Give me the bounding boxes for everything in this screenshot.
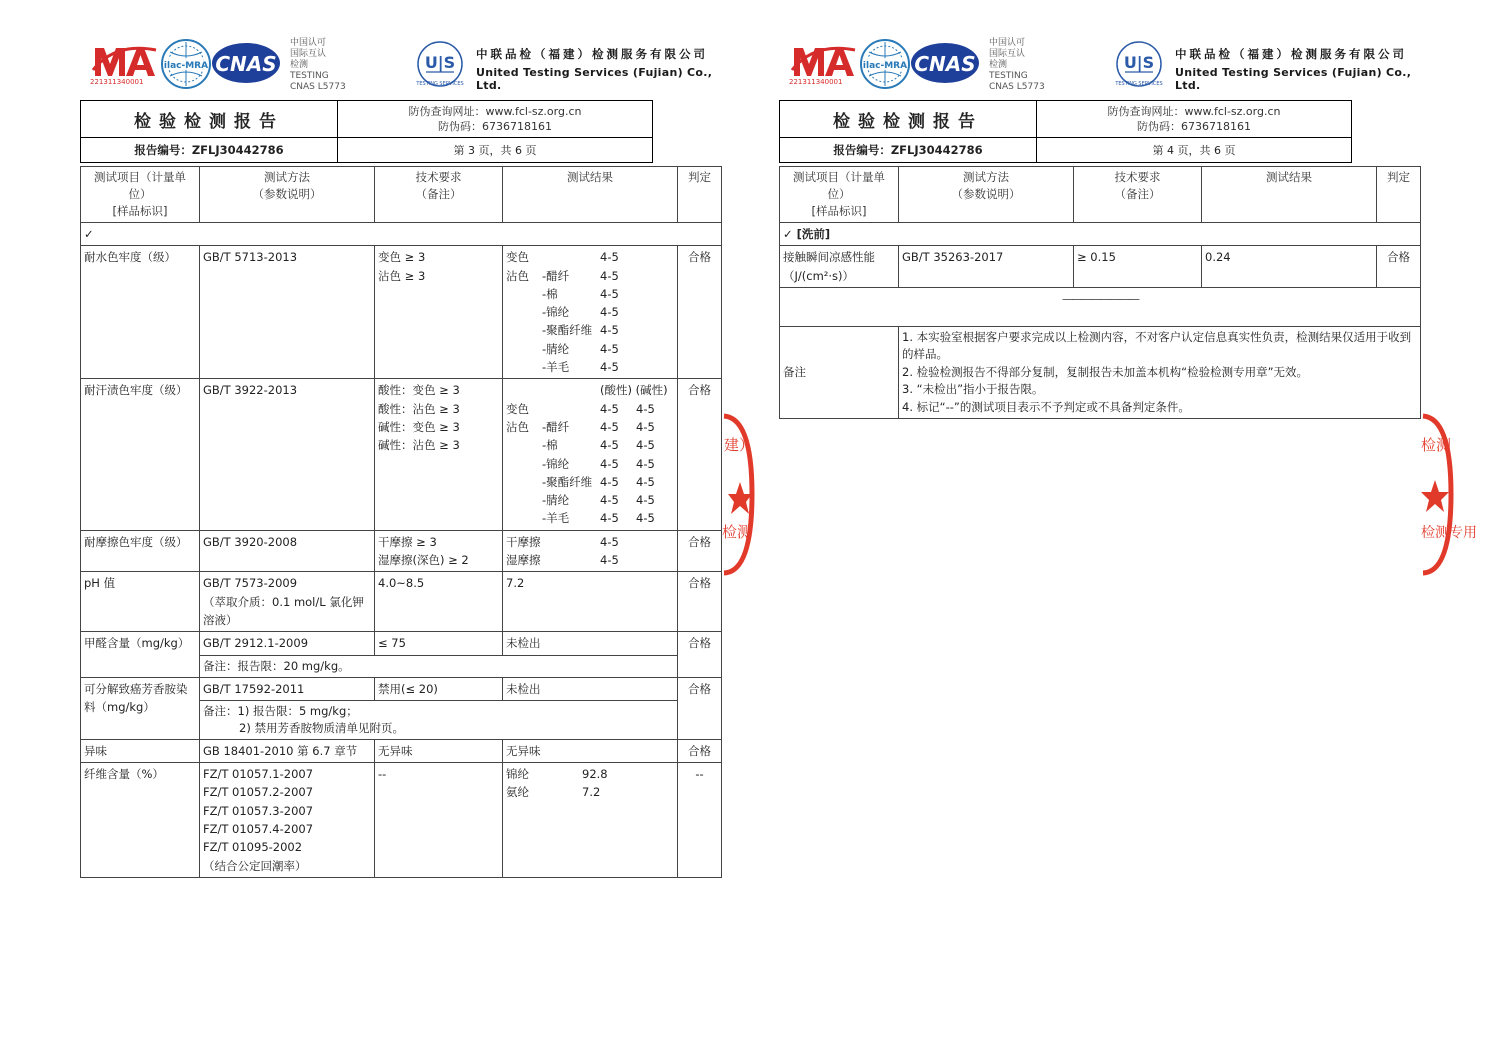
- cert-text: 中国认可 国际互认 检测 TESTING CNAS L5773: [989, 38, 1045, 92]
- check-mark: ✓: [81, 223, 722, 246]
- judge-cell: 合格: [678, 379, 722, 530]
- seal-stamp-left: [722, 412, 755, 577]
- note-cell: 备注：报告限：20 mg/kg。: [200, 655, 678, 677]
- svg-text:TESTING SERVICES: TESTING SERVICES: [1115, 81, 1163, 87]
- judge-cell: 合格: [678, 632, 722, 677]
- stamp-text-2: 检测: [722, 523, 753, 541]
- item-cell: 耐水色牢度（级）: [81, 246, 200, 379]
- table-header-row: [81, 167, 722, 223]
- method-cell: GB/T 5713-2013: [200, 246, 375, 379]
- test-results-table: [80, 166, 722, 878]
- result-cell: 变色 4-5 沾色 -醋纤 4-5 -棉 4-5 -锦纶 4-5 -聚酯纤维 4-5 -腈纶 4-5 -羊毛 4-5: [503, 246, 678, 379]
- col-header-req: 技术要求 （备注）: [1074, 167, 1202, 223]
- item-cell: pH 值: [81, 572, 200, 632]
- end-mark: ————————: [780, 287, 1421, 326]
- judge-cell: 合格: [678, 530, 722, 572]
- table-row: [81, 632, 722, 655]
- result-cell: 干摩擦 4-5 湿摩擦 4-5: [503, 530, 678, 572]
- item-cell: 甲醛含量（mg/kg）: [81, 632, 200, 677]
- report-header-box: [779, 100, 1352, 163]
- col-header-judge: 判定: [678, 167, 722, 223]
- result-cell: 0.24: [1202, 246, 1377, 288]
- check-row: [780, 223, 1421, 246]
- table-row: [81, 246, 722, 379]
- check-row: [81, 223, 722, 246]
- ma-number: 221311340001: [789, 78, 843, 86]
- table-row: [780, 246, 1421, 288]
- cnas-logo: [211, 42, 281, 84]
- report-title: 检验检测报告: [780, 101, 1037, 138]
- judge-cell: 合格: [678, 677, 722, 739]
- end-row: [780, 287, 1421, 326]
- req-cell: 酸性：变色 ≥ 3 酸性：沾色 ≥ 3 碱性：变色 ≥ 3 碱性：沾色 ≥ 3: [375, 379, 503, 530]
- remarks-cell: 1. 本实验室根据客户要求完成以上检测内容，不对客户认定信息真实性负责，检测结果仅适用于收到的样品。 2. 检验检测报告不得部分复制，复制报告未加盖本机构“检验检测专用章”无效。 3. “未检出”指小于报告限。 4. 标记“--”的测试项目表示不予判定或不具备判定条件。: [899, 326, 1421, 419]
- item-cell: 耐摩擦色牢度（级）: [81, 530, 200, 572]
- company-name: 中联品检（福建）检测服务有限公司 United Testing Services (Fujian) Co., Ltd.: [1175, 47, 1412, 92]
- req-cell: 禁用(≤ 20): [375, 677, 503, 700]
- col-header-result: 测试结果: [1202, 167, 1377, 223]
- req-cell: ≤ 75: [375, 632, 503, 655]
- stamp-text-3: 检测: [1421, 436, 1452, 454]
- col-header-item: 测试项目（计量单位） [样品标识]: [81, 167, 200, 223]
- test-results-table: [779, 166, 1421, 419]
- col-header-method: 测试方法 （参数说明）: [899, 167, 1074, 223]
- method-cell: GB 18401-2010 第 6.7 章节: [200, 739, 375, 762]
- result-cell: 7.2: [503, 572, 678, 632]
- svg-text:U|S: U|S: [1123, 53, 1155, 72]
- judge-cell: 合格: [678, 572, 722, 632]
- judge-cell: 合格: [1377, 246, 1421, 288]
- item-cell: 可分解致癌芳香胺染料（mg/kg）: [81, 677, 200, 739]
- svg-text:U|S: U|S: [424, 53, 456, 72]
- req-cell: ≥ 0.15: [1074, 246, 1202, 288]
- report-number: 报告编号：ZFLJ30442786: [81, 138, 338, 163]
- page-info: 第 4 页，共 6 页: [1037, 138, 1352, 163]
- remarks-row: [780, 326, 1421, 419]
- table-header-row: [780, 167, 1421, 223]
- col-header-method: 测试方法 （参数说明）: [200, 167, 375, 223]
- req-cell: 干摩擦 ≥ 3 湿摩擦(深色) ≥ 2: [375, 530, 503, 572]
- result-cell: 锦纶 92.8 氨纶 7.2: [503, 763, 678, 878]
- report-title: 检验检测报告: [81, 101, 338, 138]
- req-cell: 无异味: [375, 739, 503, 762]
- judge-cell: 合格: [678, 739, 722, 762]
- anti-fake-info: 防伪查询网址：www.fcl-sz.org.cn 防伪码：6736718161: [338, 101, 653, 138]
- result-cell: 未检出: [503, 632, 678, 655]
- method-cell: GB/T 7573-2009 （萃取介质：0.1 mol/L 氯化钾 溶液）: [200, 572, 375, 632]
- ma-number: 221311340001: [90, 78, 144, 86]
- result-cell: 无异味: [503, 739, 678, 762]
- item-cell: 纤维含量（%）: [81, 763, 200, 878]
- table-row: [81, 572, 722, 632]
- method-cell: GB/T 2912.1-2009: [200, 632, 375, 655]
- table-row: [81, 739, 722, 762]
- col-header-req: 技术要求 （备注）: [375, 167, 503, 223]
- cnas-logo: [910, 42, 980, 84]
- ilac-mra-logo: [160, 38, 212, 90]
- method-cell: GB/T 3920-2008: [200, 530, 375, 572]
- svg-text:TESTING SERVICES: TESTING SERVICES: [416, 81, 464, 87]
- note-cell: 备注：1) 报告限：5 mg/kg； 2) 禁用芳香胺物质清单见附页。: [200, 700, 678, 739]
- uts-logo: [1113, 38, 1165, 92]
- judge-cell: 合格: [678, 246, 722, 379]
- judge-cell: --: [678, 763, 722, 878]
- col-header-judge: 判定: [1377, 167, 1421, 223]
- method-cell: GB/T 35263-2017: [899, 246, 1074, 288]
- seal-stamp-right: [1421, 412, 1477, 577]
- logo-row: [789, 36, 1429, 96]
- req-cell: 变色 ≥ 3 沾色 ≥ 3: [375, 246, 503, 379]
- remarks-label: 备注: [780, 326, 899, 419]
- table-row: [81, 677, 722, 700]
- table-row: [81, 530, 722, 572]
- req-cell: --: [375, 763, 503, 878]
- stamp-text-4: 检测专用: [1421, 525, 1477, 541]
- svg-text:CNAS: CNAS: [914, 52, 976, 76]
- check-mark: ✓ [洗前]: [780, 223, 1421, 246]
- col-header-result: 测试结果: [503, 167, 678, 223]
- stamp-text-1: 建）: [724, 436, 755, 454]
- method-cell: FZ/T 01057.1-2007 FZ/T 01057.2-2007 FZ/T 01057.3-2007 FZ/T 01057.4-2007 FZ/T 01095-2002 （结合公定回潮率）: [200, 763, 375, 878]
- result-cell: (酸性) (碱性) 变色 4-5 4-5 沾色 -醋纤 4-5 4-5 -棉 4-5 4-5 -锦纶 4-5 4-5 -聚酯纤维 4-5 4-5 -腈纶 4-5 4-5 -羊毛 4-5 4-5: [503, 379, 678, 530]
- req-cell: 4.0~8.5: [375, 572, 503, 632]
- report-number: 报告编号：ZFLJ30442786: [780, 138, 1037, 163]
- svg-text:ilac-MRA: ilac-MRA: [862, 61, 908, 71]
- method-cell: GB/T 3922-2013: [200, 379, 375, 530]
- cert-text: 中国认可 国际互认 检测 TESTING CNAS L5773: [290, 38, 346, 92]
- logo-row: [90, 36, 730, 96]
- page-info: 第 3 页，共 6 页: [338, 138, 653, 163]
- result-cell: 未检出: [503, 677, 678, 700]
- ilac-mra-logo: [859, 38, 911, 90]
- uts-logo: [414, 38, 466, 92]
- anti-fake-info: 防伪查询网址：www.fcl-sz.org.cn 防伪码：6736718161: [1037, 101, 1352, 138]
- company-name: 中联品检（福建）检测服务有限公司 United Testing Services (Fujian) Co., Ltd.: [476, 47, 713, 92]
- report-header-box: [80, 100, 653, 163]
- item-cell: 异味: [81, 739, 200, 762]
- item-cell: 耐汗渍色牢度（级）: [81, 379, 200, 530]
- table-row: [81, 379, 722, 530]
- item-cell: 接触瞬间凉感性能 （J/(cm²·s)）: [780, 246, 899, 288]
- svg-text:ilac-MRA: ilac-MRA: [163, 61, 209, 71]
- svg-text:CNAS: CNAS: [215, 52, 277, 76]
- col-header-item: 测试项目（计量单位） [样品标识]: [780, 167, 899, 223]
- method-cell: GB/T 17592-2011: [200, 677, 375, 700]
- table-row: [81, 763, 722, 878]
